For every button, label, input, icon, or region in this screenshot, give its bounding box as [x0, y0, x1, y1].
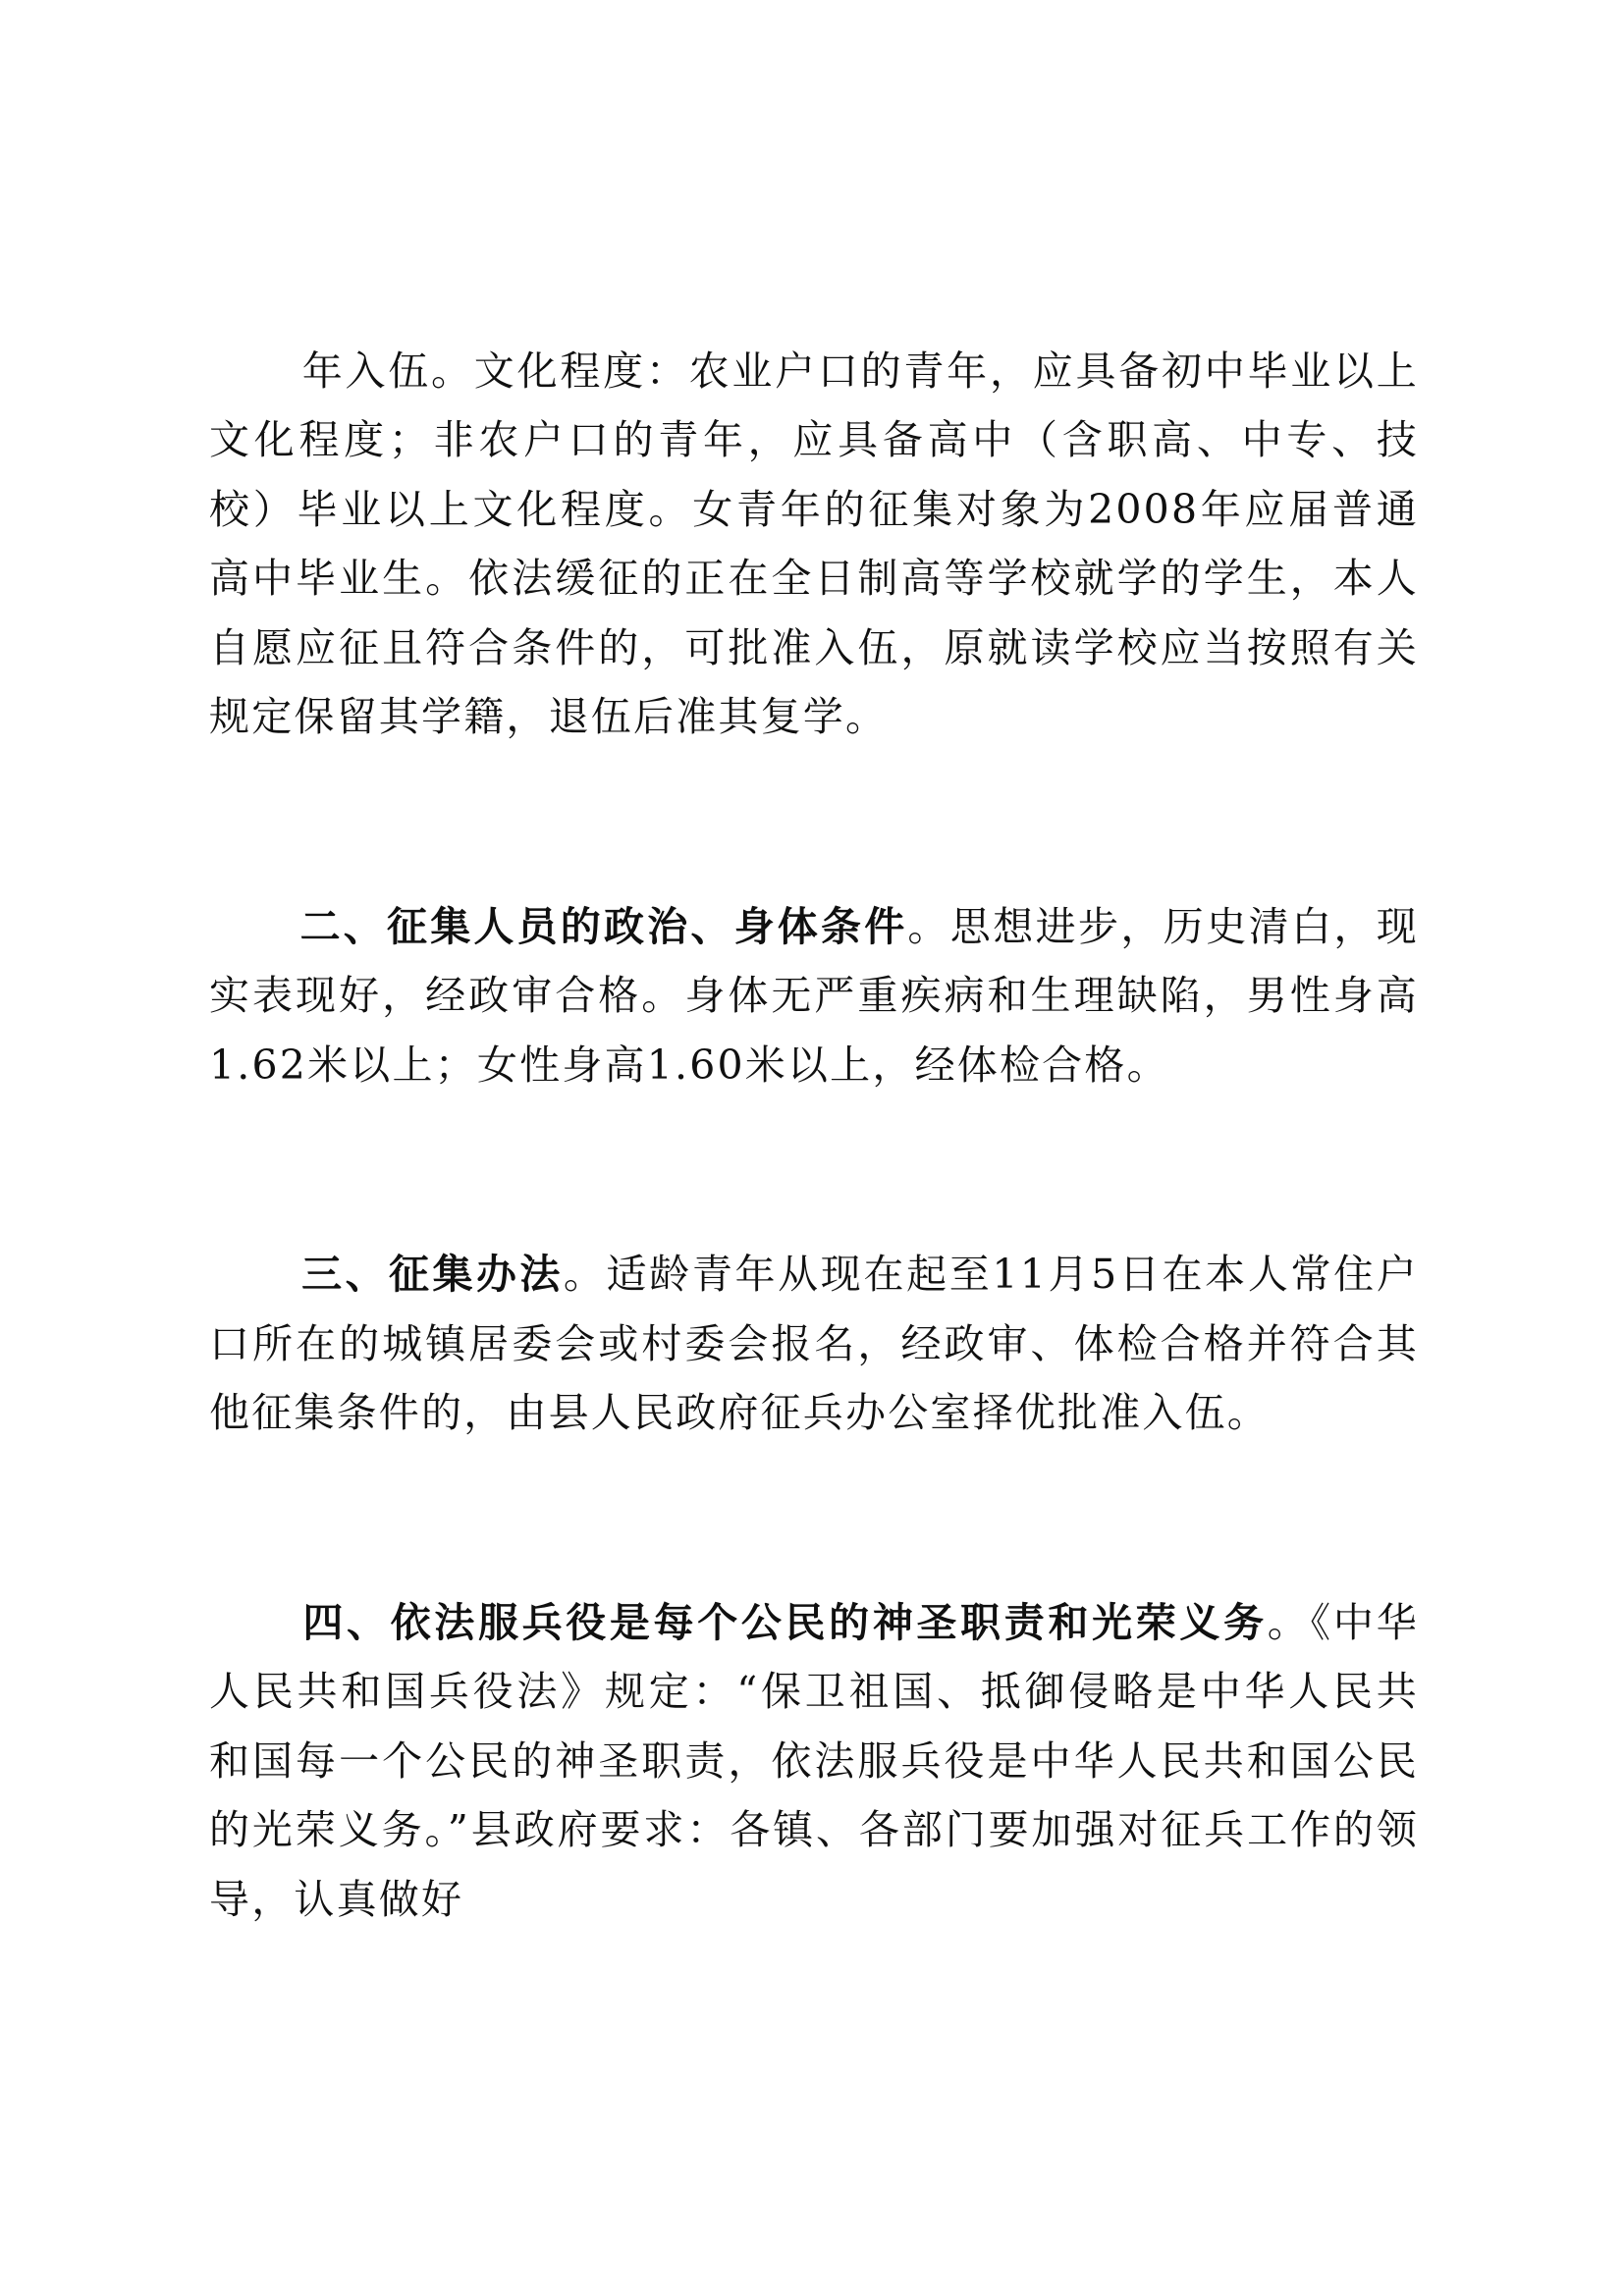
paragraph-heading-three: 三、征集办法	[301, 1251, 564, 1299]
paragraph-continued-education	[209, 267, 1419, 821]
paragraph-item-two	[209, 823, 1419, 1169]
paragraph-item-four	[209, 1519, 1419, 2003]
paragraph-item-three	[209, 1171, 1419, 1518]
paragraph-text: 。《中华人民共和国兵役法》规定：“保卫祖国、抵御侵略是中华人民共和国每一个公民的神圣职责，依法服兵役是中华人民共和国公民的光荣义务。”县政府要求：各镇、各部门要加强对征兵工作的领导，认真做好	[209, 1598, 1419, 1923]
paragraph-heading-four: 四、依法服兵役是每个公民的神圣职责和光荣义务	[302, 1598, 1268, 1646]
paragraph-text: 。适龄青年从现在起至11月5日在本人常住户口所在的城镇居委会或村委会报名，经政审、体检合格并符合其他征集条件的，由县人民政府征兵办公室择优批准入伍。	[209, 1251, 1419, 1437]
paragraph-heading-two: 二、征集人员的政治、身体条件	[299, 902, 908, 950]
paragraph-text: 年入伍。文化程度：农业户口的青年，应具备初中毕业以上文化程度；非农户口的青年，应具备高中（含职高、中专、技校）毕业以上文化程度。女青年的征集对象为2008年应届普通高中毕业生。依法缓征的正在全日制高等学校就学的学生，本人自愿应征且符合条件的，可批准入伍，原就读学校应当按照有关规定保留其学籍，退伍后准其复学。	[209, 347, 1419, 741]
document-body	[209, 267, 1419, 2005]
paragraph-text: 。思想进步，历史清白，现实表现好，经政审合格。身体无严重疾病和生理缺陷，男性身高1.62米以上；女性身高1.60米以上，经体检合格。	[209, 902, 1420, 1089]
